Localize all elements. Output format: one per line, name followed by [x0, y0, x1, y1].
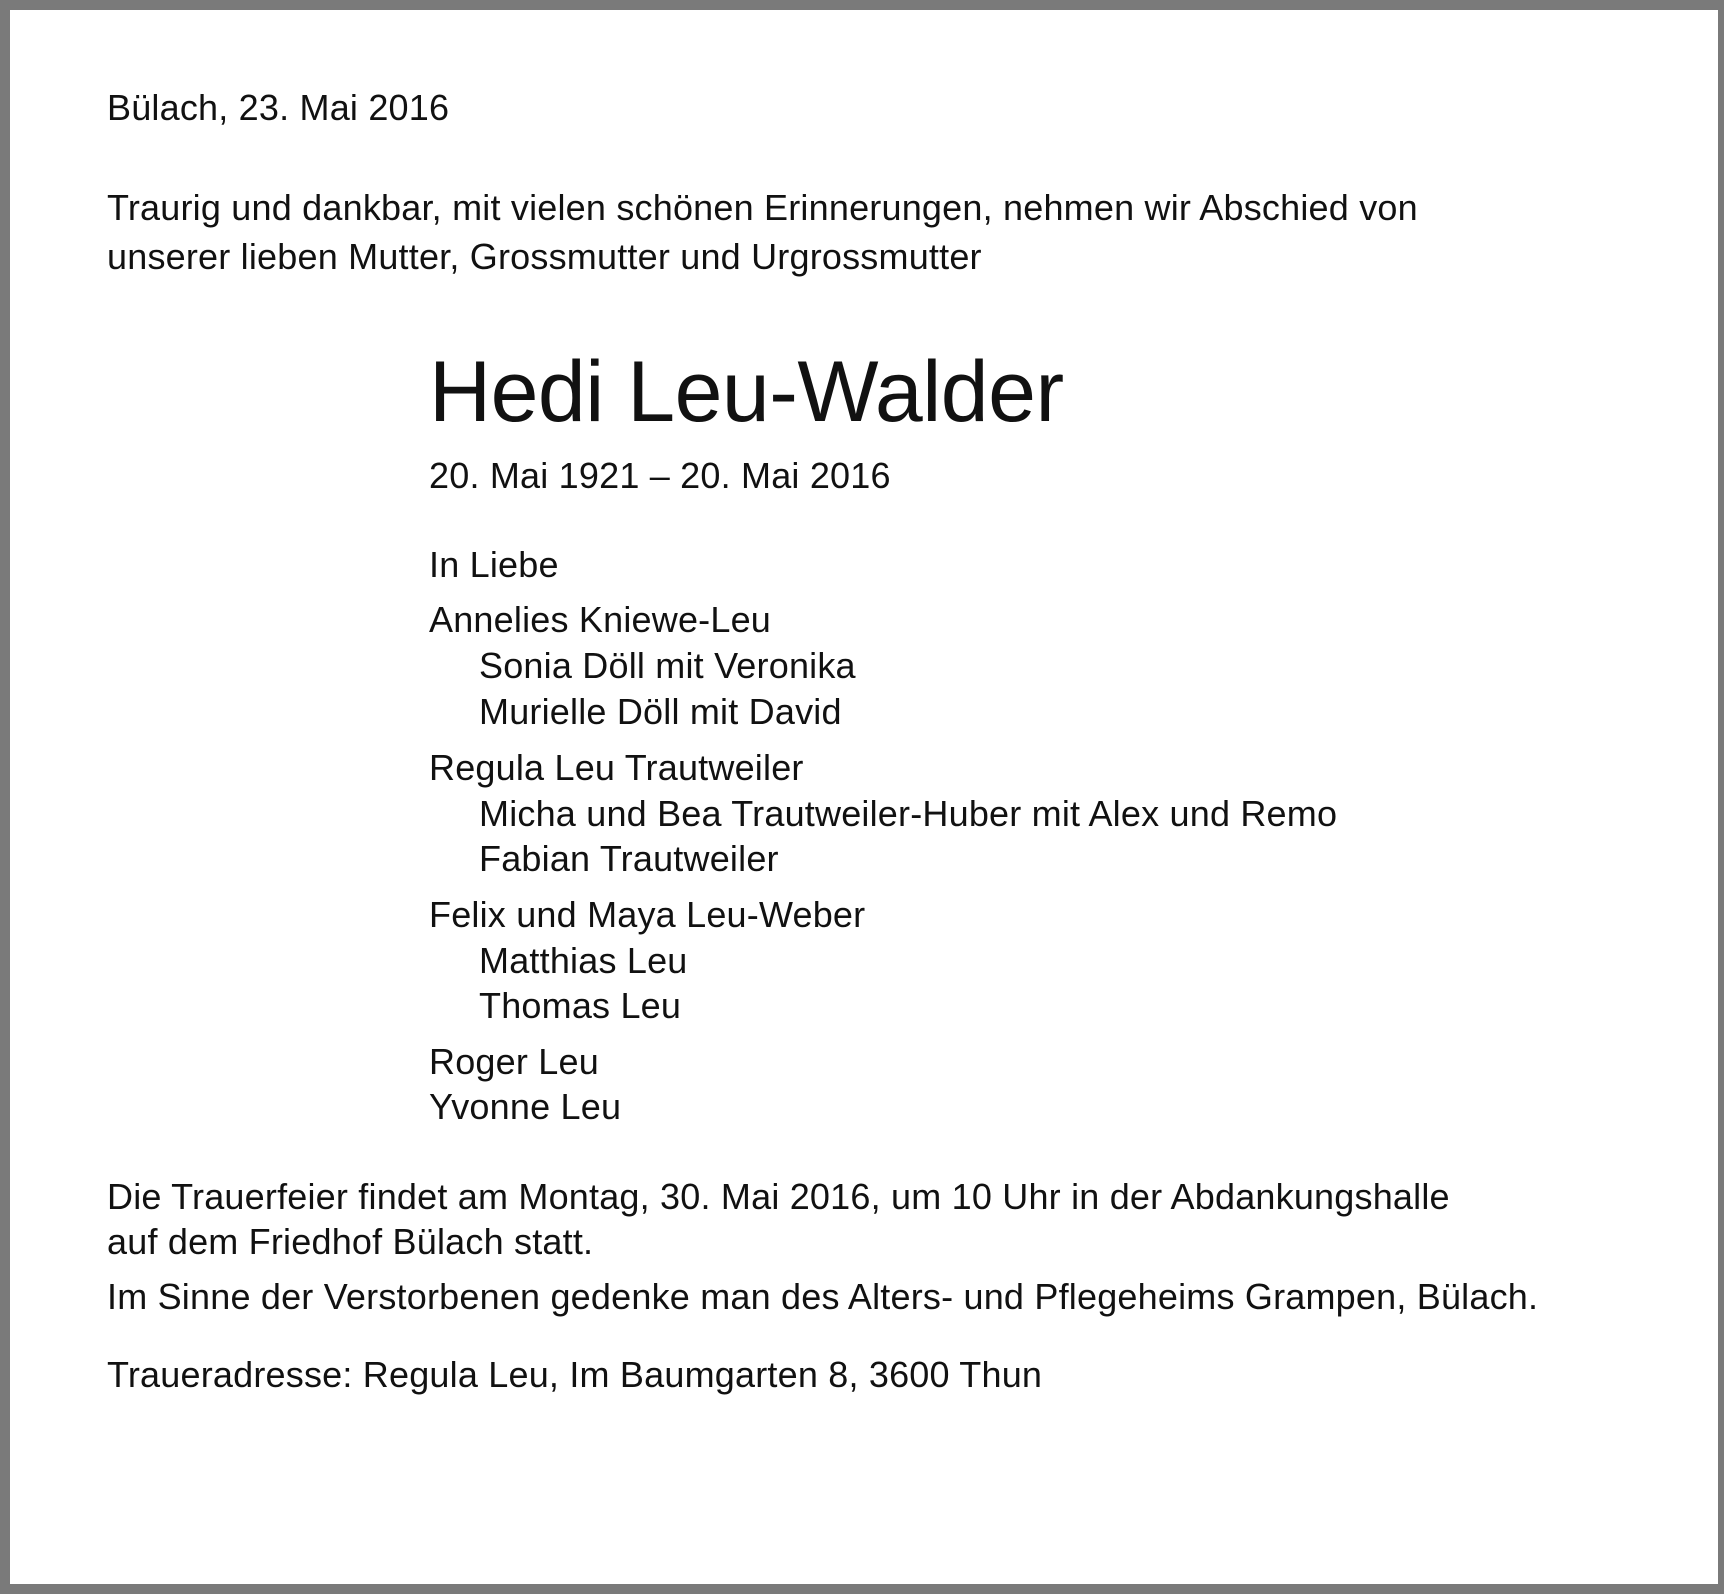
intro-line-2: unserer lieben Mutter, Grossmutter und Urgrossmutter [107, 236, 982, 277]
family-main: Yvonne Leu [429, 1086, 622, 1127]
mourning-address: Traueradresse: Regula Leu, Im Baumgarten 8, 3600 Thun [107, 1354, 1043, 1395]
deceased-name: Hedi Leu-Walder [429, 344, 1064, 440]
family-main: Felix und Maya Leu-Weber [429, 894, 866, 935]
family-member: Murielle Döll mit David [479, 691, 842, 732]
family-main: Roger Leu [429, 1041, 599, 1082]
family-member: Fabian Trautweiler [479, 838, 779, 879]
family-member: Sonia Döll mit Veronika [479, 645, 856, 686]
family-main: Annelies Kniewe-Leu [429, 599, 772, 640]
family-member: Thomas Leu [479, 985, 682, 1026]
intro-line-1: Traurig und dankbar, mit vielen schönen Erinnerungen, nehmen wir Abschied von [107, 187, 1418, 228]
life-dates: 20. Mai 1921 – 20. Mai 2016 [429, 455, 891, 496]
family-member: Matthias Leu [479, 940, 688, 981]
memorial-note: Im Sinne der Verstorbenen gedenke man des Alters- und Pflegeheims Grampen, Bülach. [107, 1276, 1539, 1317]
mourners-heading: In Liebe [429, 544, 559, 585]
place-date: Bülach, 23. Mai 2016 [107, 87, 450, 128]
ceremony-line-1: Die Trauerfeier findet am Montag, 30. Mai 2016, um 10 Uhr in der Abdankungshalle [107, 1176, 1450, 1217]
family-main: Regula Leu Trautweiler [429, 747, 804, 788]
family-member: Micha und Bea Trautweiler-Huber mit Alex und Remo [479, 793, 1338, 834]
ceremony-line-2: auf dem Friedhof Bülach statt. [107, 1221, 594, 1262]
